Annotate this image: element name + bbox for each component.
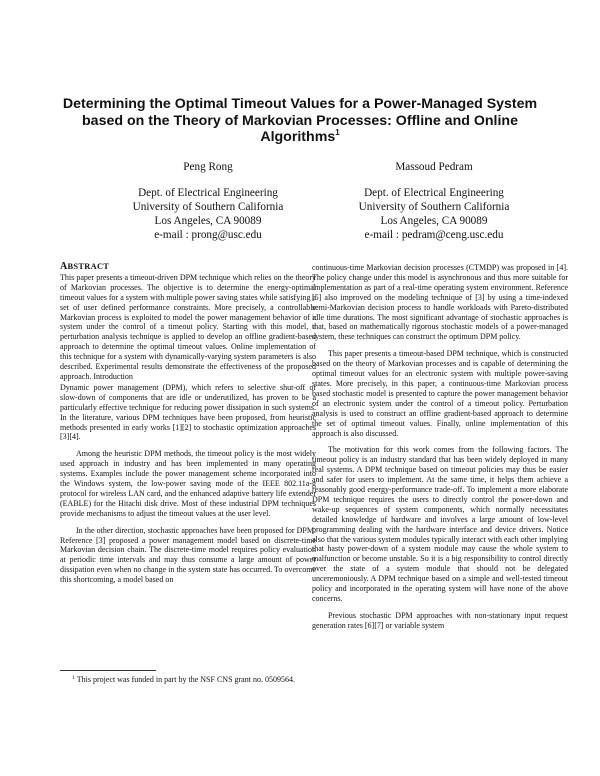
body-paragraph: continuous-time Markovian decision processes (CTMDP) was proposed in [4]. The policy change under this model is asynchronous and thus more suitable for implementation as part of a real-time operating system environment. Reference [5] also improved on the modeling technique of [3] by using a time-indexed semi-Markovian decision process to handle workloads with Pareto-distributed idle time durations. The most significant advantage of stochastic approaches is that, based on mathematically rigorous stochastic models of a power-managed system, these techniques can construct the optimum DPM policy.: [312, 263, 568, 342]
footnote-divider: [60, 670, 156, 671]
right-column: [312, 263, 568, 631]
author-city: Los Angeles, CA 90089: [380, 215, 488, 227]
author-email: e-mail : prong@usc.edu: [154, 229, 262, 241]
body-paragraph: This paper presents a timeout-based DPM technique, which is constructed based on the theory of Markovian processes and is capable of determining the optimal timeout values for an electronic system with multiple power-saving states. More precisely, in this paper, a continuous-time Markovian process based stochastic model is presented to capture the power management behavior of an electronic system under the control of a timeout policy. Perturbation analysis is used to construct an offline gradient-based approach to determine the set of optimal timeout values. Finally, online implementation of this approach is also discussed.: [312, 349, 568, 438]
author-dept: Dept. of Electrical Engineering: [138, 187, 278, 199]
author-dept: Dept. of Electrical Engineering: [364, 187, 504, 199]
abstract-paragraph: This paper presents a timeout-driven DPM technique which relies on the theory of Markovian processes. The objective is to determine the energy-optimal timeout values for a system with multiple power saving states while satisfying a set of user defined performance constraints. More precisely, a controllable Markovian process is exploited to model the power management behavior of a system under the control of a timeout policy. Starting with this model, a perturbation analysis technique is applied to develop an offline gradient-based approach to determine the optimal timeout values. Online implementation of this technique for a system with dynamically-varying system parameters is also described. Experimental results demonstrate the effectiveness of the proposed approach. Introduction: [60, 272, 316, 381]
author-name: Massoud Pedram: [395, 161, 473, 173]
body-paragraph: In the other direction, stochastic approaches have been proposed for DPM. Reference [3] proposed a power management model based on discrete-time Markovian decision chain. The discrete-time model requires policy evaluation at periodic time intervals and may thus consume a large amount of power dissipation even when no change in the system state has occurred. To overcome this shortcoming, a model based on: [60, 525, 316, 585]
paper-title: Determining the Optimal Timeout Values for a Power-Managed System based on the Theory of Markovian Processes: Offline and Online Algorithms$^1$: [62, 96, 538, 145]
author-block-1: [88, 160, 328, 242]
body-paragraph: Dynamic power management (DPM), which refers to selective shut-off or slow-down of components that are idle or underutilized, has proven to be a particularly effective technique for reducing power dissipation in such systems. In the literature, various DPM techniques have been proposed, from heuristic methods presented in early works [1][2] to stochastic optimization approaches [3][4].: [60, 382, 316, 442]
footnote-mark: 1: [72, 675, 75, 681]
author-name: Peng Rong: [183, 161, 233, 173]
title-footnote-mark: 1: [335, 128, 340, 137]
body-paragraph: Among the heuristic DPM methods, the timeout policy is the most widely used approach in industry and has been implemented in many operating systems. Examples include the power management scheme incorporated into the Windows system, the low-power saving mode of the IEEE 802.11a-g protocol for wireless LAN card, and the enhanced adaptive battery life extender (EABLE) for the Hitachi disk drive. Most of these industrial DPM techniques provide mechanisms to adjust the timeout values at the user level.: [60, 449, 316, 518]
author-block-2: [314, 160, 554, 242]
body-paragraph: Previous stochastic DPM approaches with non-stationary input request generation rates [6][7] or variable system: [312, 610, 568, 630]
author-city: Los Angeles, CA 90089: [154, 215, 262, 227]
footnote: $^1$ This project was funded in part by the NSF CNS grant no. 0509564.: [72, 675, 295, 684]
body-paragraph: The motivation for this work comes from the following factors. The timeout policy is an industry standard that has been widely deployed in many real systems. A DPM technique based on timeout policies may thus be easier and safer for users to implement. At the same time, it helps them achieve a reasonably good energy-performance trade-off. To implement a more elaborate DPM technique requires the users to directly control the power-down and wake-up sequences of system components, which normally necessitates detailed knowledge of hardware and involves a large amount of low-level programming dealing with the hardware interface and device drivers. Notice also that the various system modules typically interact with each other implying that hasty power-down of a system module may cause the whole system to malfunction or become unstable. So it is a big responsibility to control directly over the state of a system module that should not be delegated unceremoniously. A DPM technique based on a simple and well-tested timeout policy and incorporated in the operating system will have none of the above concerns.: [312, 445, 568, 603]
author-email: e-mail : pedram@ceng.usc.edu: [364, 229, 504, 241]
author-university: University of Southern California: [132, 201, 284, 213]
abstract-heading: ABSTRACT: [60, 261, 110, 272]
author-university: University of Southern California: [358, 201, 510, 213]
left-column: [60, 262, 316, 585]
